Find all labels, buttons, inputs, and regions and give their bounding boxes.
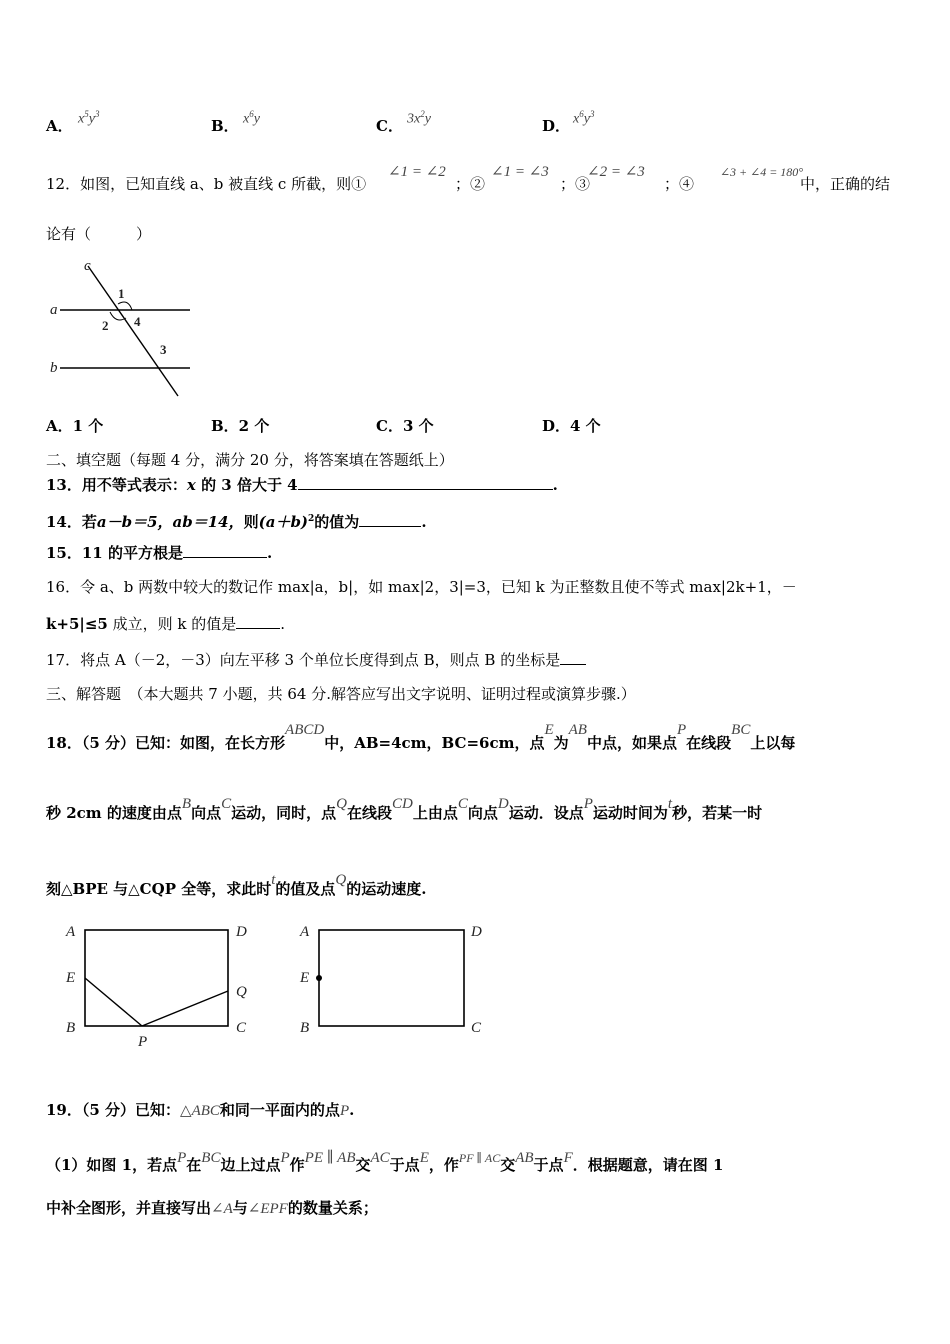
q18-line2: 秒 2cm 的速度由点B向点C运动，同时，点Q在线段CD上由点C向点D运动．设点P运动时间为t秒，若某一时	[46, 796, 763, 822]
label-d: D	[471, 924, 482, 940]
q12-expr-1: ∠1 = ∠2	[388, 164, 446, 180]
label-d: D	[236, 924, 247, 940]
label-4: 4	[134, 314, 141, 329]
label-a: A	[66, 924, 76, 940]
label-e: E	[66, 970, 76, 986]
q15-blank[interactable]	[183, 543, 267, 558]
label-q: Q	[236, 984, 247, 1000]
label-b: B	[66, 1020, 76, 1036]
q17-blank[interactable]	[560, 650, 586, 665]
q12-sep-2: ；②	[455, 175, 486, 193]
segment-ep	[85, 978, 142, 1026]
q12-expr-2: ∠1 = ∠3	[491, 164, 549, 180]
q11-option-a-expr: $x^5y^3$	[78, 109, 100, 127]
q12-option-d: D．4 个	[542, 417, 601, 435]
q11-option-d: D．	[542, 117, 571, 135]
q19-line3: 中补全图形，并直接写出∠A与∠EPF的数量关系；	[46, 1199, 378, 1217]
angle-arc-1	[118, 302, 132, 310]
q12-stem-line2: 论有（ ）	[46, 225, 152, 243]
label-1: 1	[118, 286, 125, 301]
label-b: b	[50, 360, 58, 376]
label-3: 3	[160, 342, 167, 357]
q18-line3: 刻△BPE 与△CQP 全等，求此时t的值及点Q的运动速度.	[46, 872, 427, 898]
label-c: C	[236, 1020, 247, 1036]
label-2: 2	[102, 318, 109, 333]
rectangle-abcd	[85, 930, 228, 1026]
segment-pq	[142, 991, 228, 1026]
q12-option-a: A．1 个	[46, 417, 104, 435]
q11-option-b-expr: $x^6y$	[243, 109, 260, 127]
point-e	[316, 975, 322, 981]
q12-option-b: B．2 个	[211, 417, 270, 435]
section-3-heading: 三、解答题 （本大题共 7 小题，共 64 分.解答应写出文字说明、证明过程或演算步骤.）	[46, 685, 636, 703]
q18-figure-2	[294, 918, 494, 1050]
q12-expr-4: ∠3 + ∠4 = 180°	[720, 165, 804, 179]
q11-option-b: B．	[211, 117, 239, 135]
label-b: B	[300, 1020, 310, 1036]
rectangle-abcd	[319, 930, 464, 1026]
q18-line1: 18．（5 分）已知：如图，在长方形ABCD中，AB=4cm，BC=6cm，点E为AB中点，如果点P在线段BC上以每	[46, 722, 796, 752]
q11-option-d-expr: $x^6y^3$	[573, 109, 595, 127]
q11-option-c: C．	[376, 117, 403, 135]
q14: 14．若a－b＝5，ab＝14，则$(a+b)^2$的值为 .	[46, 513, 427, 531]
q13: 13．用不等式表示：x 的 3 倍大于 4 .	[46, 476, 558, 494]
q18-figure-1	[60, 918, 260, 1050]
q19-line2: （1）如图 1，若点P在BC边上过点P作PE ∥ AB交AC于点E，作$^{PF \parallel AC}$交AB于点F．根据题意，请在图 1	[46, 1150, 724, 1174]
q17: 17．将点 A（－2，－3）向左平移 3 个单位长度得到点 B，则点 B 的坐标是	[46, 650, 586, 670]
q12-stem-end: 中，正确的结	[800, 175, 891, 193]
q11-option-a: A．	[46, 117, 73, 135]
q16-line1: 16．令 a、b 两数中较大的数记作 max|a，b|，如 max|2，3|=3，已知 k 为正整数且使不等式 max|2k+1，－	[46, 578, 797, 596]
q11-option-c-expr: $3x^2y$	[407, 109, 431, 127]
q15: 15．11 的平方根是 .	[46, 544, 273, 562]
q12-figure	[46, 252, 196, 402]
q14-blank[interactable]	[359, 512, 421, 527]
label-c: c	[84, 258, 91, 274]
q16-line2: k+5|≤5 成立，则 k 的值是 .	[46, 615, 286, 633]
q16-blank[interactable]	[236, 614, 280, 629]
q19-line1: 19．（5 分）已知：△ABC和同一平面内的点P.	[46, 1101, 355, 1119]
label-c: C	[471, 1020, 482, 1036]
label-a: A	[300, 924, 310, 940]
angle-arc-2	[110, 312, 126, 320]
label-p: P	[138, 1034, 148, 1050]
q13-blank[interactable]	[298, 475, 553, 490]
q12-sep-3: ；③	[560, 175, 591, 193]
q12-stem-a: 12．如图，已知直线 a、b 被直线 c 所截，则①	[46, 175, 367, 193]
label-a: a	[50, 302, 58, 318]
q12-expr-3: ∠2 = ∠3	[587, 164, 645, 180]
label-e: E	[300, 970, 310, 986]
q12-option-c: C．3 个	[376, 417, 434, 435]
section-2-heading: 二、填空题（每题 4 分，满分 20 分，将答案填在答题纸上）	[46, 451, 454, 469]
q12-sep-4: ；④	[664, 175, 695, 193]
